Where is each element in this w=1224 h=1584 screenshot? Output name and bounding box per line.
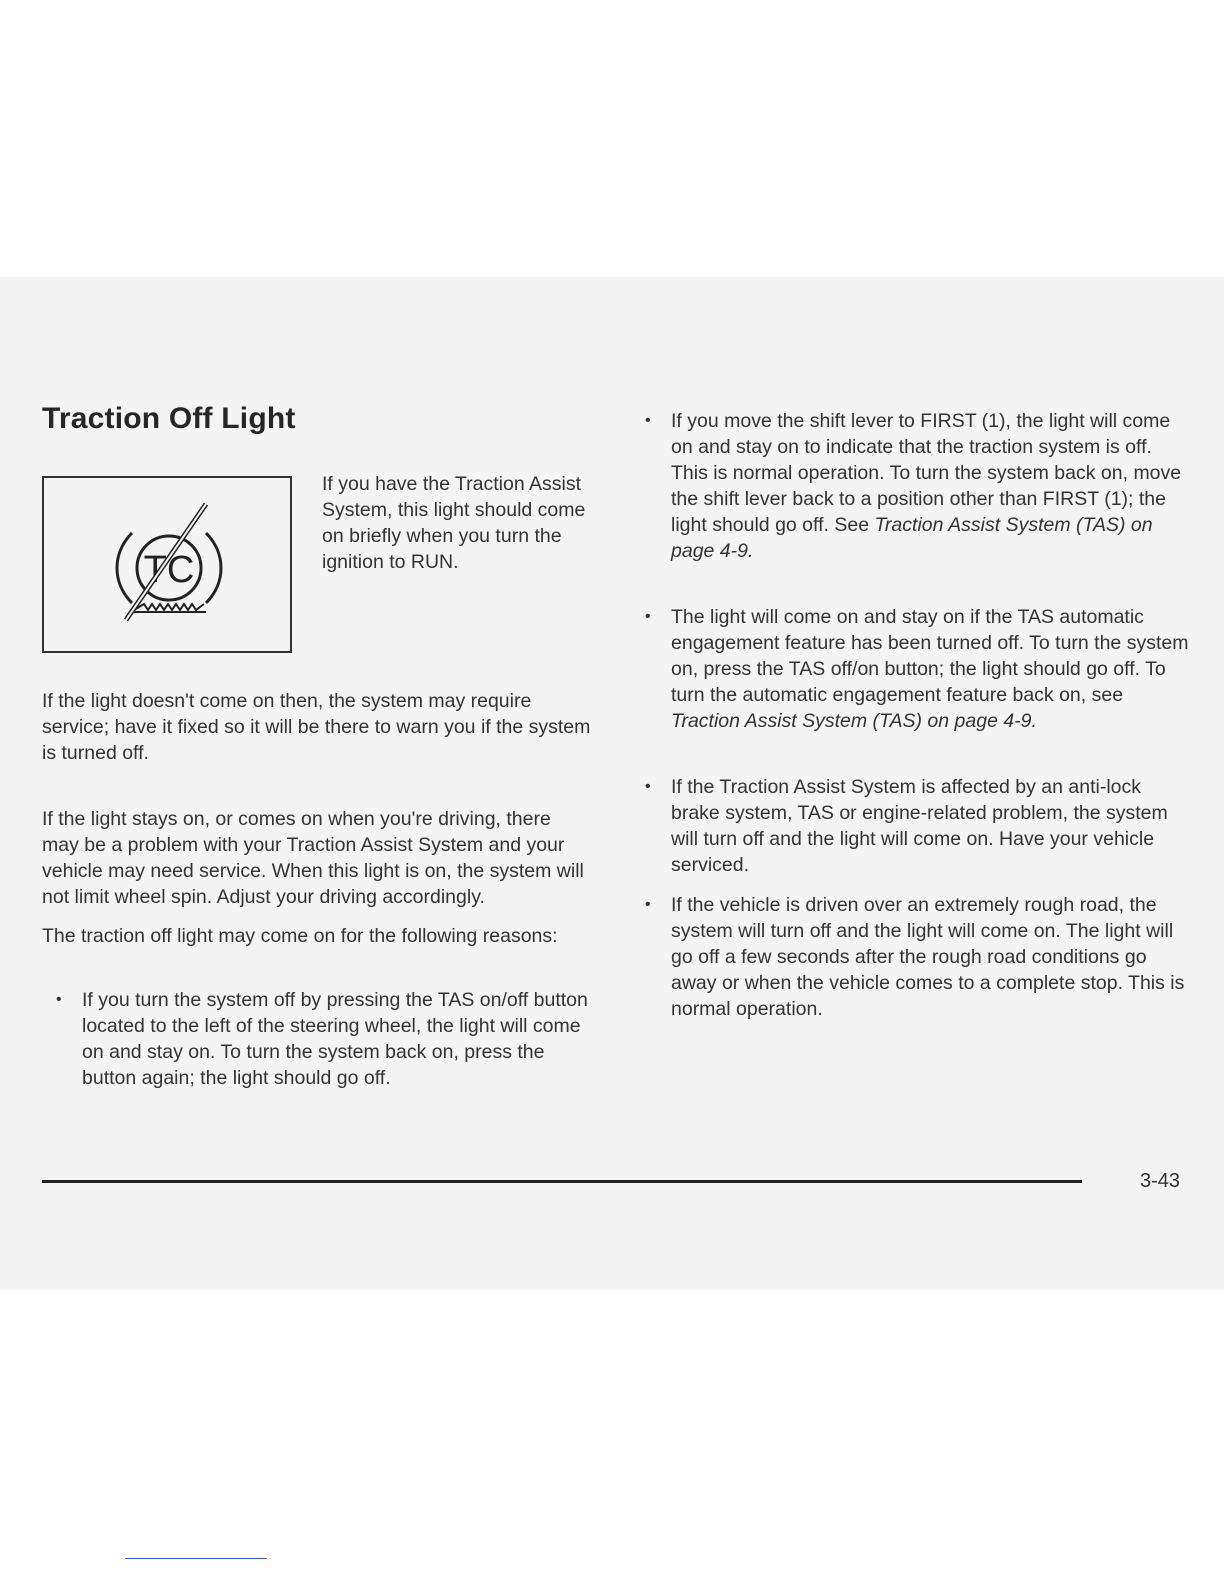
bullet-icon: •: [645, 412, 651, 429]
paragraph: The traction off light may come on for the following reasons:: [42, 925, 558, 947]
bullet-icon: •: [645, 608, 651, 625]
list-item: [645, 892, 1191, 1022]
list-item: [645, 604, 1191, 734]
paragraph: If the light stays on, or comes on when you're driving, there may be a problem with your Traction Assist System and your vehicle may need service. When this light is on, the system will not limit wheel spin. Adjust your driving accordingly.: [42, 808, 584, 908]
list-item-text: If you move the shift lever to FIRST (1), the light will come on and stay on to indicate that the traction system is off. This is normal operation. To turn the system back on, move the shift lever back to a position other than FIRST (1); the light should go off. See: [671, 410, 1182, 536]
icon-letters: TC: [143, 549, 195, 591]
page-title: Traction Off Light: [42, 402, 296, 435]
bullet-icon: •: [645, 778, 651, 795]
traction-off-icon: [104, 498, 234, 633]
footer-divider: [42, 1180, 1082, 1183]
list-item-text: If you turn the system off by pressing the TAS on/off button located to the left of the steering wheel, the light will come on and stay on. To turn the system back on, press the button again; the light should go off.: [82, 989, 588, 1089]
icon-frame: [42, 476, 292, 653]
list-item: [645, 408, 1191, 564]
list-item: [56, 987, 602, 1091]
page-number: 3-43: [1140, 1170, 1181, 1192]
paragraph: If the light doesn't come on then, the system may require service; have it fixed so it will be there to warn you if the system is turned off.: [42, 690, 591, 764]
intro-text: If you have the Traction Assist System, this light should come on briefly when you turn the ignition to RUN.: [322, 473, 586, 573]
link-underline[interactable]: [125, 1558, 267, 1559]
list-item: [645, 774, 1191, 878]
bullet-icon: •: [645, 896, 651, 913]
bullet-icon: •: [56, 991, 62, 1008]
cross-reference-link[interactable]: Traction Assist System (TAS) on page 4-9.: [671, 514, 1153, 562]
list-item-text: If the vehicle is driven over an extremely rough road, the system will turn off and the light will come on. The light will go off a few seconds after the rough road conditions go away or when the vehicle comes to a complete stop. This is normal operation.: [671, 894, 1185, 1020]
list-item-text: The light will come on and stay on if the TAS automatic engagement feature has been turned off. To turn the system on, press the TAS off/on button; the light should go off. To turn the automatic engagement feature back on, see: [671, 606, 1189, 706]
cross-reference-link[interactable]: Traction Assist System (TAS) on page 4-9.: [671, 710, 1037, 732]
list-item-text: If the Traction Assist System is affected by an anti-lock brake system, TAS or engine-related problem, the system will turn off and the light will come on. Have your vehicle serviced.: [671, 776, 1168, 876]
